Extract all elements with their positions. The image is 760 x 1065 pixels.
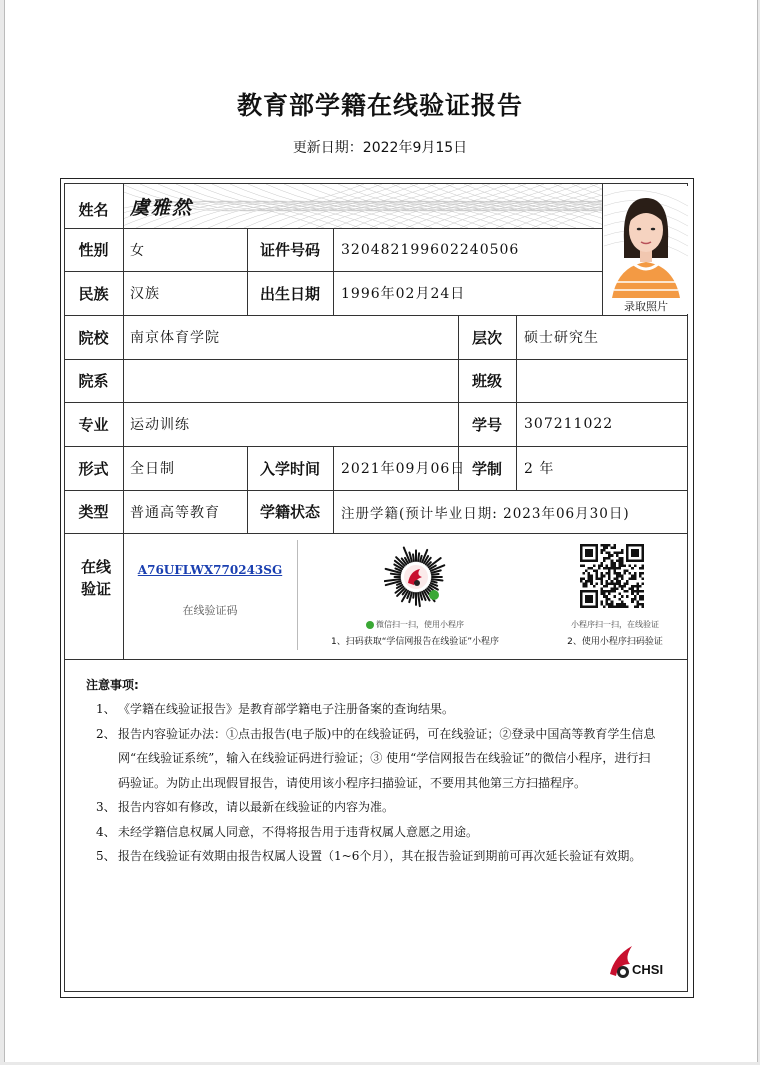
class-label: 班级 [471,372,502,390]
note-text: 未经学籍信息权属人同意，不得将报告用于违背权属人意愿之用途。 [118,824,479,839]
major-value: 运动训练 [130,417,190,433]
verify-code-link[interactable]: A76UFLWX770243SG [137,563,283,577]
note-item [96,844,656,869]
type-value: 普通高等教育 [130,504,220,521]
qr-caption: 2、使用小程序扫码验证 [567,637,663,647]
duration-value: 2 年 [524,461,555,477]
name-value: 虞雅然 [130,196,194,219]
note-item [96,795,656,820]
level-value: 硕士研究生 [524,330,599,346]
school-value: 南京体育学院 [130,330,220,346]
notes-title: 注意事项: [86,678,139,692]
col-divider [602,184,603,315]
id-label: 证件号码 [259,241,320,259]
enroll-value: 2021年09月06日 [341,461,466,477]
note-text: 报告内容如有修改，请以最新在线验证的内容为准。 [118,800,395,814]
ethnicity-label: 民族 [78,284,109,303]
student-photo [604,186,688,314]
note-item [96,697,656,722]
ethnicity-value: 汉族 [130,286,160,302]
row-divider [64,533,688,534]
note-item [96,722,656,796]
major-label: 专业 [78,415,109,434]
col-divider [333,446,334,533]
student-no-value: 307211022 [524,416,614,432]
enroll-label: 入学时间 [259,459,320,478]
note-item [96,820,656,845]
school-label: 院校 [78,328,109,347]
note-number: 4、 [96,824,116,839]
verify-label: 在线验证 [80,558,111,598]
col-divider [333,228,334,315]
note-text: 报告内容验证办法：①点击报告(电子版)中的在线验证码，可在线验证；②登录中国高等教育学生信息网“在线验证系统”，输入在线验证码进行验证；③ 使用“学信网报告在线验证”的微信小程序，进行扫码验证。为防止出现假冒报告，请使用该小程序扫描验证，不要用其他第三方扫描程序。 [118,726,656,790]
note-number: 1、 [96,702,116,716]
wechat-tip [330,619,500,630]
gender-label: 性别 [78,241,109,259]
update-date: 更新日期：2022年9月15日 [292,140,468,156]
mini-program-caption: 1、扫码获取“学信网报告在线验证”小程序 [330,637,500,647]
mini-program-code-icon[interactable] [384,545,448,609]
wechat-icon [366,621,374,629]
note-number: 2、 [96,726,116,741]
status-label: 学籍状态 [259,503,320,521]
level-label: 层次 [471,328,502,347]
duration-label: 学制 [471,459,502,478]
row-divider [64,659,688,660]
chsi-logo-text: CHSI [632,962,664,977]
id-value: 320482199602240506 [341,241,520,258]
form-label: 形式 [78,459,109,478]
col-divider [297,540,298,650]
photo-caption: 录取照片 [624,300,668,313]
name-label: 姓名 [78,200,109,219]
status-value: 注册学籍(预计毕业日期: 2023年06月30日) [341,505,630,522]
note-text: 报告在线验证有效期由报告权属人设置（1~6个月），其在报告验证到期前可再次延长验证有效期。 [118,849,642,863]
report-title: 教育部学籍在线验证报告 [236,91,523,120]
birth-label: 出生日期 [259,284,320,303]
type-label: 类型 [78,503,109,521]
dept-label: 院系 [78,372,109,390]
note-number: 5、 [96,849,116,863]
guilloche-pattern [124,184,602,228]
birth-value: 1996年02月24日 [341,286,466,302]
wechat-tip-text: 微信扫一扫，使用小程序 [376,620,464,629]
note-text: 《学籍在线验证报告》是教育部学籍电子注册备案的查询结果。 [118,702,455,716]
row-divider [64,359,688,360]
form-value: 全日制 [130,461,175,477]
verify-code-caption: 在线验证码 [182,604,238,617]
gender-value: 女 [130,242,145,259]
note-number: 3、 [96,800,116,814]
notes-list [96,697,656,869]
col-divider [516,446,517,490]
student-no-label: 学号 [471,415,502,434]
col-divider [123,184,124,659]
qr-tip: 小程序扫一扫，在线验证 [571,620,659,629]
qr-code-icon[interactable] [580,544,644,608]
col-divider [516,315,517,446]
